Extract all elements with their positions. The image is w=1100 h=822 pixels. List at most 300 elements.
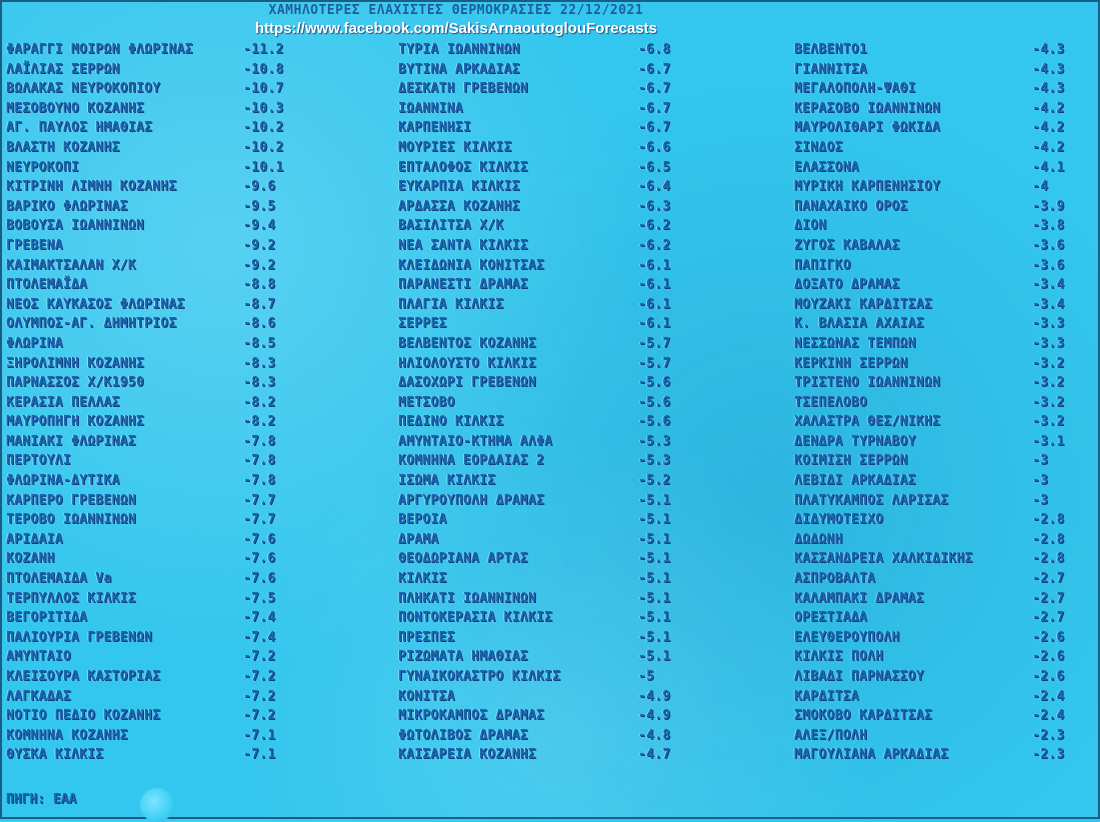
station-row [6, 510, 306, 530]
station-name: ΜΟΥΡΙΕΣ ΚΙΛΚΙΣ [398, 139, 512, 155]
station-row [398, 589, 698, 609]
station-name: ΒΟΒΟΥΣΑ ΙΩΑΝΝΙΝΩΝ [6, 218, 145, 234]
min-temperature: -5.6 [638, 375, 671, 391]
min-temperature: -5.7 [638, 335, 671, 351]
station-row [398, 726, 698, 746]
station-name: ΜΑΝΙΑΚΙ ΦΛΩΡΙΝΑΣ [6, 433, 137, 449]
station-row [6, 314, 306, 334]
station-row [794, 530, 1084, 550]
min-temperature: -2.6 [1032, 669, 1065, 684]
station-name: ΚΟΜΝΗΝΑ ΕΟΡΔΑΙΑΣ 2 [398, 453, 545, 469]
station-row [6, 40, 306, 60]
min-temperature: -2.7 [1032, 590, 1065, 606]
station-name: ΜΕΤΣΟΒΟ [398, 394, 455, 410]
station-row [794, 138, 1084, 158]
min-temperature: -4.9 [638, 688, 671, 704]
min-temperature: -2.6 [1032, 629, 1065, 645]
min-temperature: -7.6 [243, 551, 276, 567]
min-temperature: -2.3 [1032, 747, 1065, 763]
station-row [794, 158, 1084, 178]
station-name: ΔΩΔΩΝΗ [794, 531, 843, 547]
min-temperature: -4.1 [1032, 159, 1065, 175]
station-row [398, 118, 698, 138]
min-temperature: -7.6 [243, 531, 276, 547]
station-row [794, 589, 1084, 609]
station-name: ΜΙΚΡΟΚΑΜΠΟΣ ΔΡΑΜΑΣ [398, 708, 545, 724]
station-row [794, 667, 1084, 687]
station-name: ΠΑΡΑΝΕΣΤΙ ΔΡΑΜΑΣ [398, 277, 529, 293]
station-name: ΝΟΤΙΟ ΠΕΔΙΟ ΚΟΖΑΝΗΣ [6, 708, 161, 724]
station-name: ΔΡΑΜΑ [398, 531, 439, 547]
station-row [398, 687, 698, 707]
min-temperature: -5.7 [638, 355, 671, 371]
station-row [794, 40, 1084, 60]
station-name: ΚΟΝΙΤΣΑ [398, 688, 455, 704]
station-row [794, 432, 1084, 452]
station-row [6, 687, 306, 707]
station-row [398, 99, 698, 119]
station-row [794, 314, 1084, 334]
station-row [398, 745, 698, 765]
station-name: ΚΟΖΑΝΗ [6, 551, 55, 567]
station-row [794, 118, 1084, 138]
min-temperature: -8.2 [243, 394, 276, 410]
min-temperature: -3 [1032, 492, 1049, 508]
station-name: ΜΑΥΡΟΛΙΘΑΡΙ ΦΩΚΙΔΑ [794, 120, 941, 136]
min-temperature: -7.8 [243, 453, 276, 469]
station-column-2 [398, 40, 698, 765]
station-row [398, 40, 698, 60]
station-row [398, 197, 698, 217]
station-name: ΒΩΛΑΚΑΣ ΝΕΥΡΟΚΟΠΙΟΥ [6, 81, 161, 97]
station-row [794, 393, 1084, 413]
station-row [6, 608, 306, 628]
min-temperature: -6.4 [638, 179, 671, 195]
min-temperature: -10.7 [243, 81, 284, 97]
min-temperature: -4.2 [1032, 139, 1065, 155]
min-temperature: -2.8 [1032, 551, 1065, 567]
station-column-3 [794, 40, 1084, 765]
station-row [794, 216, 1084, 236]
min-temperature: -6.2 [638, 237, 671, 253]
min-temperature: -6.1 [638, 277, 671, 293]
station-row [794, 745, 1084, 765]
min-temperature: -3.8 [1032, 218, 1065, 234]
min-temperature: -7.8 [243, 433, 276, 449]
station-row [6, 256, 306, 276]
station-row [794, 412, 1084, 432]
station-row [6, 79, 306, 99]
station-name: ΠΡΕΣΠΕΣ [398, 629, 455, 645]
station-name: ΚΟΜΝΗΝΑ ΚΟΖΑΝΗΣ [6, 727, 128, 743]
station-name: ΜΑΓΟΥΛΙΑΝΑ ΑΡΚΑΔΙΑΣ [794, 747, 949, 763]
min-temperature: -2.8 [1032, 531, 1065, 547]
min-temperature: -3.1 [1032, 433, 1065, 449]
station-name: ΙΩΑΝΝΙΝΑ [398, 100, 464, 116]
station-name: ΠΑΛΙΟΥΡΙΑ ΓΡΕΒΕΝΩΝ [6, 629, 153, 645]
facebook-link[interactable]: https://www.facebook.com/SakisArnaoutoglouForecasts [254, 20, 657, 37]
station-name: ΕΥΚΑΡΠΙΑ ΚΙΛΚΙΣ [398, 179, 520, 195]
station-row [794, 60, 1084, 80]
station-row [398, 667, 698, 687]
station-row [398, 354, 698, 374]
station-name: ΛΕΒΙΔΙ ΑΡΚΑΔΙΑΣ [794, 473, 916, 489]
station-row [794, 256, 1084, 276]
min-temperature: -4.2 [1032, 120, 1065, 136]
station-row [6, 177, 306, 197]
min-temperature: -3.2 [1032, 394, 1065, 410]
min-temperature: -11.2 [243, 42, 284, 57]
station-name: ΞΗΡΟΛΙΜΝΗ ΚΟΖΑΝΗΣ [6, 355, 145, 371]
station-row [6, 726, 306, 746]
min-temperature: -3.2 [1032, 355, 1065, 371]
station-column-1 [6, 40, 306, 765]
min-temperature: -6.7 [638, 81, 671, 97]
min-temperature: -3.3 [1032, 316, 1065, 332]
min-temperature: -6.5 [638, 159, 671, 175]
station-name: ΑΜΥΝΤΑΙΟ [6, 649, 72, 665]
min-temperature: -5.6 [638, 394, 671, 410]
min-temperature: -10.1 [243, 159, 284, 175]
station-row [398, 158, 698, 178]
min-temperature: -5.1 [638, 571, 671, 587]
station-row [398, 491, 698, 511]
station-row [6, 647, 306, 667]
min-temperature: -8.3 [243, 355, 276, 371]
min-temperature: -5.1 [638, 512, 671, 528]
min-temperature: -6.2 [638, 218, 671, 234]
station-row [6, 451, 306, 471]
min-temperature: -3 [1032, 453, 1049, 469]
station-name: ΑΜΥΝΤΑΙΟ-ΚΤΗΜΑ ΑΛΦΑ [398, 433, 553, 449]
min-temperature: -6.7 [638, 100, 671, 116]
min-temperature: -4.7 [638, 747, 671, 763]
station-row [398, 628, 698, 648]
station-row [6, 334, 306, 354]
station-row [794, 236, 1084, 256]
min-temperature: -5.1 [638, 531, 671, 547]
min-temperature: -8.3 [243, 375, 276, 391]
station-row [794, 177, 1084, 197]
min-temperature: -6.7 [638, 120, 671, 136]
station-row [398, 295, 698, 315]
station-row [6, 491, 306, 511]
station-name: ΣΕΡΡΕΣ [398, 316, 447, 332]
min-temperature: -5.1 [638, 610, 671, 626]
station-name: ΑΣΠΡΟΒΑΛΤΑ [794, 571, 876, 587]
min-temperature: -7.6 [243, 571, 276, 587]
station-row [398, 549, 698, 569]
station-name: ΒΑΡΙΚΟ ΦΛΩΡΙΝΑΣ [6, 198, 128, 214]
min-temperature: -5 [638, 669, 655, 684]
station-name: ΑΡΔΑΣΣΑ ΚΟΖΑΝΗΣ [398, 198, 520, 214]
min-temperature: -3.4 [1032, 277, 1065, 293]
station-row [398, 451, 698, 471]
station-name: ΓΥΝΑΙΚΟΚΑΣΤΡΟ ΚΙΛΚΙΣ [398, 669, 561, 684]
min-temperature: -6.8 [638, 42, 671, 57]
station-row [794, 687, 1084, 707]
station-row [794, 628, 1084, 648]
station-name: ΤΥΡΙΑ ΙΩΑΝΝΙΝΩΝ [398, 42, 520, 57]
station-row [6, 393, 306, 413]
station-name: ΚΑΡΔΙΤΣΑ [794, 688, 860, 704]
station-row [6, 628, 306, 648]
station-name: ΑΡΓΥΡΟΥΠΟΛΗ ΔΡΑΜΑΣ [398, 492, 545, 508]
station-name: ΛΙΒΑΔΙ ΠΑΡΝΑΣΣΟΥ [794, 669, 925, 684]
station-row [794, 275, 1084, 295]
station-name: ΔΑΣΟΧΩΡΙ ΓΡΕΒΕΝΩΝ [398, 375, 537, 391]
min-temperature: -7.2 [243, 669, 276, 684]
station-row [794, 491, 1084, 511]
station-row [398, 373, 698, 393]
station-name: ΜΑΥΡΟΠΗΓΗ ΚΟΖΑΝΗΣ [6, 414, 145, 430]
station-row [6, 295, 306, 315]
station-row [6, 530, 306, 550]
min-temperature: -2.6 [1032, 649, 1065, 665]
station-name: ΘΥΣΚΑ ΚΙΛΚΙΣ [6, 747, 104, 763]
station-row [794, 451, 1084, 471]
min-temperature: -10.8 [243, 61, 284, 77]
station-row [794, 334, 1084, 354]
min-temperature: -7.7 [243, 492, 276, 508]
station-name: ΜΟΥΖΑΚΙ ΚΑΡΔΙΤΣΑΣ [794, 296, 933, 312]
min-temperature: -7.4 [243, 629, 276, 645]
min-temperature: -2.3 [1032, 727, 1065, 743]
station-name: ΑΓ. ΠΑΥΛΟΣ ΗΜΑΘΙΑΣ [6, 120, 153, 136]
station-name: ΒΕΛΒΕΝΤΟ1 [794, 42, 868, 57]
station-name: ΠΕΔΙΝΟ ΚΙΛΚΙΣ [398, 414, 504, 430]
station-name: ΖΥΓΟΣ ΚΑΒΑΛΑΣ [794, 237, 900, 253]
station-row [6, 549, 306, 569]
min-temperature: -3.6 [1032, 257, 1065, 273]
station-row [398, 510, 698, 530]
min-temperature: -9.5 [243, 198, 276, 214]
station-row [6, 197, 306, 217]
min-temperature: -9.4 [243, 218, 276, 234]
station-name: ΚΙΤΡΙΝΗ ΛΙΜΝΗ ΚΟΖΑΝΗΣ [6, 179, 177, 195]
station-name: ΠΛΗΚΑΤΙ ΙΩΑΝΝΙΝΩΝ [398, 590, 537, 606]
min-temperature: -6.1 [638, 257, 671, 273]
min-temperature: -3.9 [1032, 198, 1065, 214]
station-row [6, 412, 306, 432]
station-row [794, 510, 1084, 530]
station-row [794, 99, 1084, 119]
source-label: ΠΗΓΗ: ΕΑΑ [6, 792, 77, 807]
station-name: ΠΤΟΛΕΜΑΙΔΑ Va [6, 571, 112, 587]
station-name: ΕΛΕΥΘΕΡΟΥΠΟΛΗ [794, 629, 900, 645]
station-name: ΚΑΙΣΑΡΕΙΑ ΚΟΖΑΝΗΣ [398, 747, 537, 763]
station-name: ΑΛΕΞ/ΠΟΛΗ [794, 727, 868, 743]
min-temperature: -2.4 [1032, 688, 1065, 704]
station-name: ΔΕΝΔΡΑ ΤΥΡΝΑΒΟΥ [794, 433, 916, 449]
station-row [6, 236, 306, 256]
station-row [794, 471, 1084, 491]
station-name: ΒΛΑΣΤΗ ΚΟΖΑΝΗΣ [6, 139, 120, 155]
station-name: ΗΛΙΟΛΟΥΣΤΟ ΚΙΛΚΙΣ [398, 355, 537, 371]
station-row [6, 471, 306, 491]
station-name: ΚΑΡΠΕΝΗΣΙ [398, 120, 472, 136]
station-row [398, 393, 698, 413]
min-temperature: -7.7 [243, 512, 276, 528]
station-row [398, 569, 698, 589]
min-temperature: -5.1 [638, 590, 671, 606]
min-temperature: -4.3 [1032, 81, 1065, 97]
station-name: ΒΕΡΟΙΑ [398, 512, 447, 528]
station-name: ΚΟΙΜΙΣΗ ΣΕΡΡΩΝ [794, 453, 908, 469]
min-temperature: -4.8 [638, 727, 671, 743]
station-name: ΚΛΕΙΔΩΝΙΑ ΚΟΝΙΤΣΑΣ [398, 257, 545, 273]
station-name: ΠΑΠΙΓΚΟ [794, 257, 851, 273]
station-name: ΤΡΙΣΤΕΝΟ ΙΩΑΝΝΙΝΩΝ [794, 375, 941, 391]
min-temperature: -4 [1032, 179, 1049, 195]
station-name: ΚΑΣΣΑΝΔΡΕΙΑ ΧΑΛΚΙΔΙΚΗΣ [794, 551, 973, 567]
station-name: ΘΕΟΔΩΡΙΑΝΑ ΑΡΤΑΣ [398, 551, 529, 567]
min-temperature: -5.3 [638, 433, 671, 449]
station-row [398, 608, 698, 628]
station-name: ΔΕΣΚΑΤΗ ΓΡΕΒΕΝΩΝ [398, 81, 529, 97]
station-name: ΜΕΣΟΒΟΥΝΟ ΚΟΖΑΝΗΣ [6, 100, 145, 116]
station-row [794, 706, 1084, 726]
station-name: ΟΛΥΜΠΟΣ-ΑΓ. ΔΗΜΗΤΡΙΟΣ [6, 316, 177, 332]
min-temperature: -5.6 [638, 414, 671, 430]
station-name: ΙΣΩΜΑ ΚΙΛΚΙΣ [398, 473, 496, 489]
decorative-circle [140, 788, 174, 822]
page-title: ΧΑΜΗΛΟΤΕΡΕΣ ΕΛΑΧΙΣΤΕΣ ΘΕΡΜΟΚΡΑΣΙΕΣ 22/12/2021 [268, 3, 644, 18]
station-name: ΝΕΥΡΟΚΟΠΙ [6, 159, 80, 175]
min-temperature: -4.2 [1032, 100, 1065, 116]
station-name: ΒΕΓΟΡΙΤΙΔΑ [6, 610, 88, 626]
station-name: ΓΙΑΝΝΙΤΣΑ [794, 61, 868, 77]
min-temperature: -6.1 [638, 316, 671, 332]
min-temperature: -2.8 [1032, 512, 1065, 528]
station-name: ΔΟΞΑΤΟ ΔΡΑΜΑΣ [794, 277, 900, 293]
station-row [6, 138, 306, 158]
min-temperature: -3.3 [1032, 335, 1065, 351]
station-row [398, 60, 698, 80]
min-temperature: -3.2 [1032, 414, 1065, 430]
min-temperature: -10.2 [243, 120, 284, 136]
min-temperature: -2.4 [1032, 708, 1065, 724]
min-temperature: -5.2 [638, 473, 671, 489]
min-temperature: -10.2 [243, 139, 284, 155]
min-temperature: -2.7 [1032, 571, 1065, 587]
station-name: ΠΕΡΤΟΥΛΙ [6, 453, 72, 469]
station-row [398, 432, 698, 452]
station-name: ΛΑΪΛΙΑΣ ΣΕΡΡΩΝ [6, 61, 120, 77]
station-row [794, 354, 1084, 374]
station-row [6, 432, 306, 452]
station-row [794, 373, 1084, 393]
station-row [6, 354, 306, 374]
station-row [398, 236, 698, 256]
station-row [398, 256, 698, 276]
station-row [794, 295, 1084, 315]
station-name: ΦΩΤΟΛΙΒΟΣ ΔΡΑΜΑΣ [398, 727, 529, 743]
station-row [794, 569, 1084, 589]
station-name: ΡΙΖΩΜΑΤΑ ΗΜΑΘΙΑΣ [398, 649, 529, 665]
station-row [398, 706, 698, 726]
station-row [6, 745, 306, 765]
min-temperature: -5.1 [638, 551, 671, 567]
station-name: ΜΥΡΙΚΗ ΚΑΡΠΕΝΗΣΙΟΥ [794, 179, 941, 195]
station-row [794, 647, 1084, 667]
min-temperature: -5.1 [638, 649, 671, 665]
min-temperature: -8.5 [243, 335, 276, 351]
min-temperature: -9.6 [243, 179, 276, 195]
station-name: ΦΛΩΡΙΝΑ [6, 335, 63, 351]
min-temperature: -7.2 [243, 708, 276, 724]
station-row [794, 608, 1084, 628]
station-row [794, 79, 1084, 99]
station-name: ΝΕΑ ΣΑΝΤΑ ΚΙΛΚΙΣ [398, 237, 529, 253]
station-name: ΚΛΕΙΣΟΥΡΑ ΚΑΣΤΟΡΙΑΣ [6, 669, 161, 684]
station-row [6, 216, 306, 236]
station-name: ΠΛΑΓΙΑ ΚΙΛΚΙΣ [398, 296, 504, 312]
station-name: ΝΕΣΣΩΝΑΣ ΤΕΜΠΩΝ [794, 335, 916, 351]
station-row [794, 726, 1084, 746]
station-row [398, 314, 698, 334]
station-name: Κ. ΒΛΑΣΙΑ ΑΧΑΙΑΣ [794, 316, 925, 332]
station-name: ΒΑΣΙΛΙΤΣΑ Χ/Κ [398, 218, 504, 234]
station-name: ΔΙΔΥΜΟΤΕΙΧΟ [794, 512, 884, 528]
min-temperature: -5.1 [638, 629, 671, 645]
station-name: ΒΥΤΙΝΑ ΑΡΚΑΔΙΑΣ [398, 61, 520, 77]
station-name: ΚΕΡΚΙΝΗ ΣΕΡΡΩΝ [794, 355, 908, 371]
station-row [6, 118, 306, 138]
min-temperature: -7.4 [243, 610, 276, 626]
min-temperature: -6.7 [638, 61, 671, 77]
station-row [398, 471, 698, 491]
min-temperature: -8.8 [243, 277, 276, 293]
station-row [6, 60, 306, 80]
station-row [6, 569, 306, 589]
min-temperature: -7.5 [243, 590, 276, 606]
min-temperature: -6.1 [638, 296, 671, 312]
station-row [794, 549, 1084, 569]
min-temperature: -9.2 [243, 237, 276, 253]
station-name: ΕΠΤΑΛΟΦΟΣ ΚΙΛΚΙΣ [398, 159, 529, 175]
min-temperature: -8.2 [243, 414, 276, 430]
min-temperature: -7.1 [243, 747, 276, 763]
station-row [794, 197, 1084, 217]
station-row [6, 706, 306, 726]
station-name: ΦΛΩΡΙΝΑ-ΔΥΤΙΚΑ [6, 473, 120, 489]
station-name: ΤΕΡΟΒΟ ΙΩΑΝΝΙΝΩΝ [6, 512, 137, 528]
station-row [398, 647, 698, 667]
min-temperature: -7.1 [243, 727, 276, 743]
station-row [398, 412, 698, 432]
min-temperature: -7.8 [243, 473, 276, 489]
station-name: ΟΡΕΣΤΙΑΔΑ [794, 610, 868, 626]
station-name: ΠΛΑΤΥΚΑΜΠΟΣ ΛΑΡΙΣΑΣ [794, 492, 949, 508]
station-row [398, 275, 698, 295]
station-row [6, 589, 306, 609]
station-row [6, 158, 306, 178]
station-row [398, 216, 698, 236]
station-name: ΦΑΡΑΓΓΙ ΜΟΙΡΩΝ ΦΛΩΡΙΝΑΣ [6, 42, 193, 57]
station-row [398, 138, 698, 158]
station-name: ΜΕΓΑΛΟΠΟΛΗ-ΨΑΘΙ [794, 81, 916, 97]
station-row [6, 667, 306, 687]
station-name: ΝΕΟΣ ΚΑΥΚΑΣΟΣ ΦΛΩΡΙΝΑΣ [6, 296, 185, 312]
station-row [398, 177, 698, 197]
station-row [398, 530, 698, 550]
station-name: ΤΕΡΠΥΛΛΟΣ ΚΙΛΚΙΣ [6, 590, 137, 606]
min-temperature: -7.2 [243, 688, 276, 704]
station-name: ΚΑΙΜΑΚΤΣΑΛΑΝ Χ/Κ [6, 257, 137, 273]
min-temperature: -3.6 [1032, 237, 1065, 253]
station-name: ΧΑΛΑΣΤΡΑ ΘΕΣ/ΝΙΚΗΣ [794, 414, 941, 430]
